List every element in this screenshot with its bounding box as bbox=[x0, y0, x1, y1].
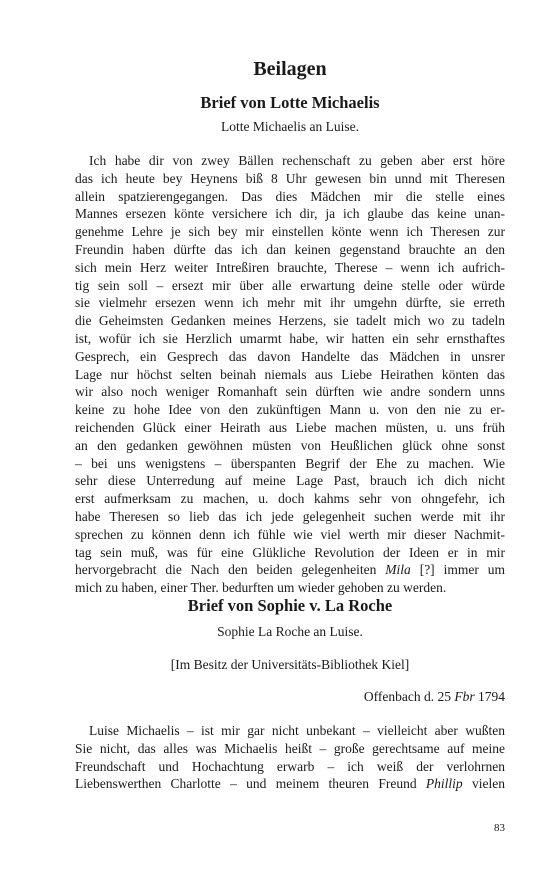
text-line: wir also noch weniger Romanhaft sein dürften wie andre sondern unns bbox=[75, 384, 505, 400]
italic-run: Mila bbox=[385, 562, 411, 578]
text-line: Freundin haben dürfte das ich dan keinen gegenstand brauchte an den bbox=[75, 241, 505, 257]
text-line: habe Theresen so lieb das ich jede gelegenheit suchen werde mit ihr bbox=[75, 508, 505, 524]
text-line: Mannes ersezen könte versichere ich dir, ja ich glaube das keine unan- bbox=[75, 206, 505, 222]
text-line: tig sein soll – ersezt mir über alle erwartung deine stelle oder würde bbox=[75, 277, 505, 293]
text-line: Gesprech, ein Gesprech das davon Handelte das Mädchen in unsrer bbox=[75, 348, 505, 364]
text-line: sehr diese Unterredung auf meine Lage Past, brauch ich dich nicht bbox=[75, 473, 505, 489]
text-line: erst aufmerksam zu machen, u. doch kahms sehr von ohngefehr, ich bbox=[75, 491, 505, 507]
text-line: Lage nur höchst selten beinah niemals aus Liebe Heirathen könten das bbox=[75, 366, 505, 382]
text-line: mich zu haben, einer Ther. bedurften um wieder gehoben zu werden. bbox=[75, 580, 447, 596]
text-line: genehme Lehre je sich bey mir einstellen könte wenn ich Theresen zur bbox=[75, 224, 505, 240]
letter2-subheading: Sophie La Roche an Luise. bbox=[217, 624, 363, 639]
text-run: Liebenswerthen Charlotte – und meinem theuren Freund bbox=[75, 776, 426, 792]
text-line: Freundschaft und Hochachtung erwarb – ich weiß der verlohrnen bbox=[75, 758, 505, 774]
page-number: 83 bbox=[494, 822, 505, 834]
text-line: sprechen zu können denn ich fühle wie viel werth mir dieser Nachmit- bbox=[75, 526, 505, 542]
text-run: hervorgebracht die Nach den beiden gelegenheiten bbox=[75, 562, 386, 578]
text-line: Luise Michaelis – ist mir gar nicht unbekant – vielleicht aber wußten bbox=[89, 723, 505, 738]
text-line: tag sein muß, was für eine Glükliche Revolution der Ideen er in mir bbox=[75, 544, 505, 560]
italic-run: Fbr bbox=[454, 689, 475, 704]
italic-run: Phillip bbox=[425, 776, 463, 792]
letter1-subheading: Lotte Michaelis an Luise. bbox=[221, 119, 359, 134]
text-run: Offenbach d. 25 bbox=[363, 689, 455, 704]
section-title: Beilagen bbox=[253, 58, 327, 80]
text-line: an den gedanken gewöhnen müsten von Heußlichen glück ohne sonst bbox=[75, 437, 505, 453]
text-line: das ich heute bey Heynens biß 8 Uhr gewesen bin unnd mit Theresen bbox=[75, 170, 505, 186]
text-line: sich mein Herz weiter Intreßiren brauchte, Therese – wenn ich aufrich- bbox=[75, 259, 505, 275]
letter2-date bbox=[75, 688, 505, 706]
text-line: die Geheimsten Gedanken meines Herzens, sie tadelt mich wo zu tadeln bbox=[75, 313, 505, 329]
text-run: 1794 bbox=[474, 689, 505, 704]
text-line: ist, wofür ich sie Herzlich umarmt habe, wir hatten ein sehr ernsthaftes bbox=[75, 330, 505, 346]
text-line: sie vielmehr ersezen wenn ich mehr mit ihr umgehn dürfte, sie erreth bbox=[75, 295, 505, 311]
text-line: Sie nicht, das alles was Michaelis heißt – große gerechtsame auf meine bbox=[75, 740, 505, 756]
book-page bbox=[75, 0, 505, 880]
letter2-archive-note: [Im Besitz der Universitäts-Bibliothek Kiel] bbox=[170, 657, 410, 672]
letter2-body bbox=[75, 722, 505, 793]
letter1-heading: Brief von Lotte Michaelis bbox=[200, 93, 380, 112]
letter2-heading: Brief von Sophie v. La Roche bbox=[187, 596, 393, 615]
text-line: – bei uns wenigstens – überspanten Begrif der Ehe zu machen. Wie bbox=[75, 455, 505, 471]
text-line: reichenden Glück einer Heirath aus Liebe machen müsten, u. uns früh bbox=[75, 419, 505, 435]
text-line: allein spatzierengegangen. Das dies Mädchen mir die stelle eines bbox=[75, 188, 505, 204]
letter1-body bbox=[75, 152, 505, 597]
text-line: keine zu hohe Idee von den zukünftigen Mann u. von den nie zu er- bbox=[75, 402, 505, 418]
text-run: vielen bbox=[462, 776, 505, 792]
text-line bbox=[75, 775, 505, 793]
text-line: Ich habe dir von zwey Bällen rechenschaft zu geben aber erst höre bbox=[89, 153, 505, 168]
text-line bbox=[75, 561, 505, 579]
text-run: [?] immer um bbox=[410, 562, 505, 578]
